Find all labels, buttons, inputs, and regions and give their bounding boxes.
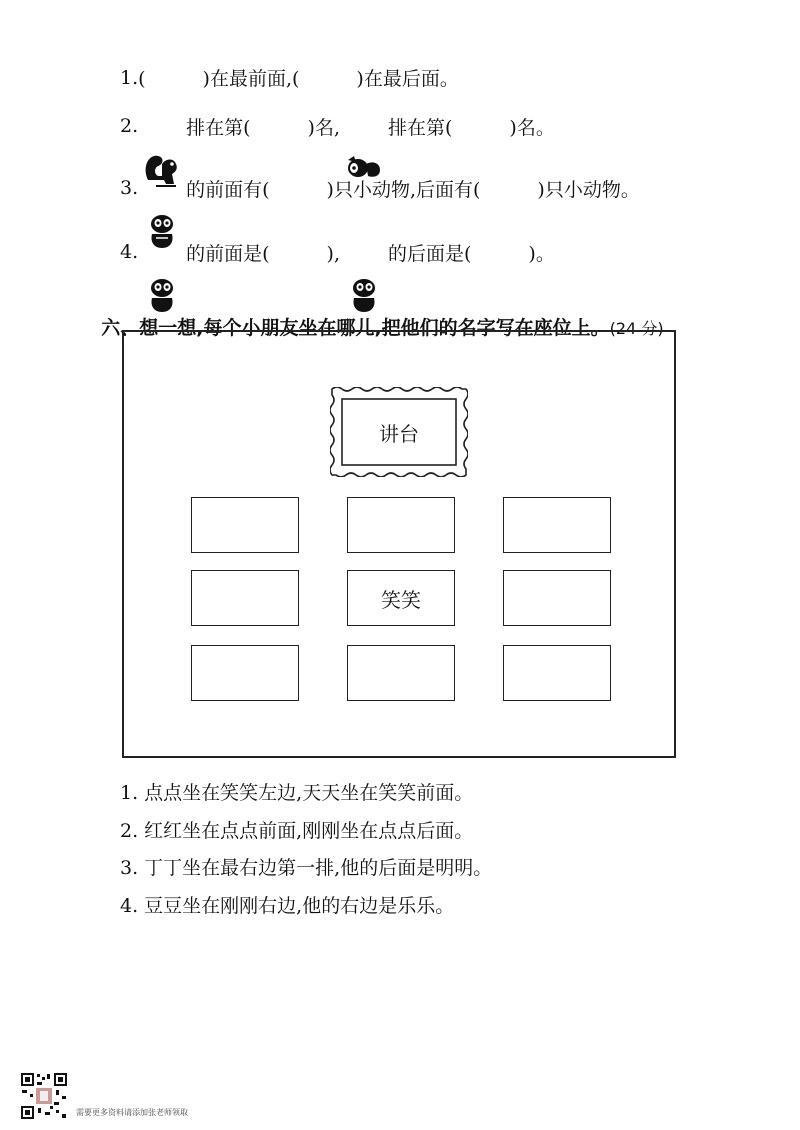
- classroom-diagram: [122, 330, 676, 758]
- question-4: [120, 232, 555, 272]
- question-text-b: 的后面是( )。: [388, 242, 555, 265]
- question-2: [120, 106, 555, 146]
- question-number: 2.: [120, 115, 139, 137]
- seat-row1-right[interactable]: [503, 497, 611, 553]
- question-number: 3.: [120, 177, 139, 199]
- question-3: [120, 168, 640, 208]
- dog-icon: [142, 168, 182, 208]
- footer-text: 需要更多资料请添加张老师领取: [76, 1108, 188, 1117]
- question-number: 4.: [120, 241, 139, 263]
- seat-row2-right[interactable]: [503, 570, 611, 626]
- seat-row2-middle[interactable]: 笑笑: [347, 570, 455, 626]
- question-text-a: ( )在最前面,: [138, 68, 293, 90]
- clue-1: 1. 点点坐在笑笑左边,天天坐在笑笑前面。: [120, 782, 474, 804]
- seat-row2-left[interactable]: [191, 570, 299, 626]
- seat-row1-left[interactable]: [191, 497, 299, 553]
- question-text-a: 排在第( )名,: [186, 116, 341, 139]
- clue-3: 3. 丁丁坐在最右边第一排,他的后面是明明。: [120, 857, 493, 879]
- dog-icon: [344, 232, 384, 272]
- question-text-b: ( )在最后面。: [292, 68, 459, 90]
- squirrel-icon: [142, 106, 182, 146]
- footer: [20, 1072, 188, 1120]
- clue-2: 2. 红红坐在点点前面,刚刚坐在点点后面。: [120, 820, 474, 842]
- question-number: 1.: [120, 66, 139, 89]
- podium: [330, 387, 468, 477]
- qr-code-icon: [20, 1072, 68, 1120]
- seat-row1-middle[interactable]: [347, 497, 455, 553]
- seat-row3-right[interactable]: [503, 645, 611, 701]
- seat-row3-left[interactable]: [191, 645, 299, 701]
- question-text-a: 的前面有( )只小动物,后面有( )只小动物。: [186, 178, 640, 201]
- seat-row3-middle[interactable]: [347, 645, 455, 701]
- dog-icon: [344, 106, 384, 146]
- section-score: (24 分): [609, 319, 664, 338]
- question-text-b: 排在第( )名。: [388, 116, 555, 139]
- section-title: 六、想一想,每个小朋友坐在哪儿,把他们的名字写在座位上。: [101, 317, 610, 339]
- clue-4: 4. 豆豆坐在刚刚右边,他的右边是乐乐。: [120, 895, 455, 917]
- dog-icon: [142, 232, 182, 272]
- question-text-a: 的前面是( ),: [186, 242, 341, 265]
- question-1: [120, 64, 459, 91]
- podium-label: 讲台: [379, 421, 419, 446]
